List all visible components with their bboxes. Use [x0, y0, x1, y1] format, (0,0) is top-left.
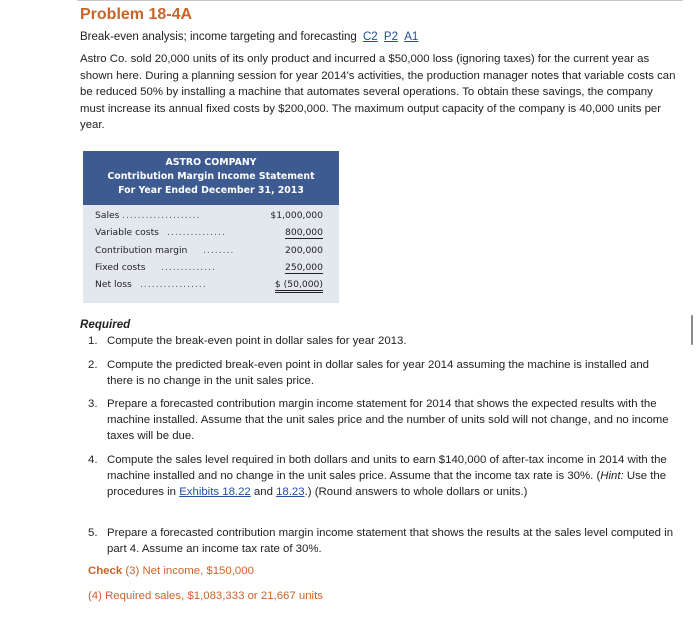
row-amount: 200,000 [285, 245, 323, 256]
subtitle-text: Break-even analysis; income targeting and forecasting [80, 31, 357, 43]
required-heading: Required [80, 318, 131, 331]
leader-dots: .................... [122, 210, 201, 221]
item-text-part: Compute the sales level required in both dollars and units to earn $140,000 of after-tax income in 2014 with the machine installed and no change in the unit sales price. Assume that the income tax rate is 30%. ( [107, 454, 667, 482]
statement-row-variable-costs [95, 227, 335, 243]
statement-name: Contribution Margin Income Statement [107, 171, 315, 182]
statement-period: For Year Ended December 31, 2013 [118, 185, 304, 196]
leader-dots: .............. [161, 262, 216, 273]
exhibit-link-18-22[interactable]: Exhibits 18.22 [179, 486, 251, 498]
row-label: Sales [95, 210, 120, 221]
item-number: 3. [88, 398, 98, 410]
item-text: Prepare a forecasted contribution margin income statement that shows the results at the sales level computed in part 4. Assume an income tax rate of 30%. [107, 527, 674, 555]
row-label: Fixed costs [95, 262, 146, 273]
scrollbar-thumb[interactable] [691, 315, 693, 345]
row-amount: 800,000 [285, 227, 323, 238]
item-text: Compute the break-even point in dollar sales for year 2013. [107, 335, 407, 347]
check-text: (3) Net income, $150,000 [122, 565, 254, 577]
item-text-part: .) (Round answers to whole dollars or units.) [304, 486, 528, 498]
statement-header [83, 151, 339, 205]
learning-objective-link-c2[interactable]: C2 [363, 31, 378, 43]
statement-company: ASTRO COMPANY [165, 157, 257, 168]
item-text: Compute the predicted break-even point in dollar sales for year 2014 assuming the machine is installed and there is no change in the unit sales price. [107, 359, 650, 387]
learning-objective-link-p2[interactable]: P2 [383, 31, 398, 43]
item-number: 4. [88, 454, 98, 466]
problem-subtitle [80, 31, 418, 43]
row-label: Variable costs [95, 227, 159, 238]
item-text-part: Use the procedures in [107, 470, 667, 498]
statement-row-fixed-costs [95, 262, 335, 278]
check-answer-3 [88, 565, 254, 577]
leader-dots: ............... [167, 227, 226, 238]
hint-label: Hint: [600, 470, 624, 482]
statement-row-contribution-margin [95, 245, 335, 261]
check-label: Check [88, 565, 123, 577]
row-amount: 250,000 [285, 262, 323, 273]
item-number: 5. [88, 527, 98, 539]
item-number: 2. [88, 359, 98, 371]
statement-body [83, 205, 339, 303]
problem-intro: Astro Co. sold 20,000 units of its only product and incurred a $50,000 loss (ignoring taxes) for the current year as shown here. During a planning session for year 2014's activities, the production manager notes that variable costs can be reduced 50% by installing a machine that automates several operations. To obtain these savings, the company must increase its annual fixed costs by $200,000. The maximum output capacity of the company is 40,000 units per year. [80, 53, 676, 131]
row-label: Net loss [95, 279, 132, 290]
statement-row-sales [95, 210, 335, 226]
item-number: 1. [88, 335, 98, 347]
check-answer-4: (4) Required sales, $1,083,333 or 21,667 units [88, 590, 323, 602]
row-label: Contribution margin [95, 245, 188, 256]
learning-objective-link-a1[interactable]: A1 [404, 31, 419, 43]
top-divider [77, 0, 683, 1]
row-amount: $1,000,000 [270, 210, 323, 221]
exhibit-link-18-23[interactable]: 18.23 [276, 486, 305, 498]
item-text-part: and [250, 486, 277, 498]
item-text: Prepare a forecasted contribution margin income statement for 2014 that shows the expected results with the machine installed. Assume that the unit sales price and the number of units sold will not change, and no income taxes will be due. [107, 398, 669, 442]
statement-row-net-loss [95, 279, 335, 295]
item-text [107, 452, 677, 500]
problem-title: Problem 18-4A [80, 6, 193, 23]
row-amount: $ (50,000) [275, 279, 323, 293]
leader-dots: ................. [140, 279, 207, 290]
leader-dots: ........ [203, 245, 235, 256]
